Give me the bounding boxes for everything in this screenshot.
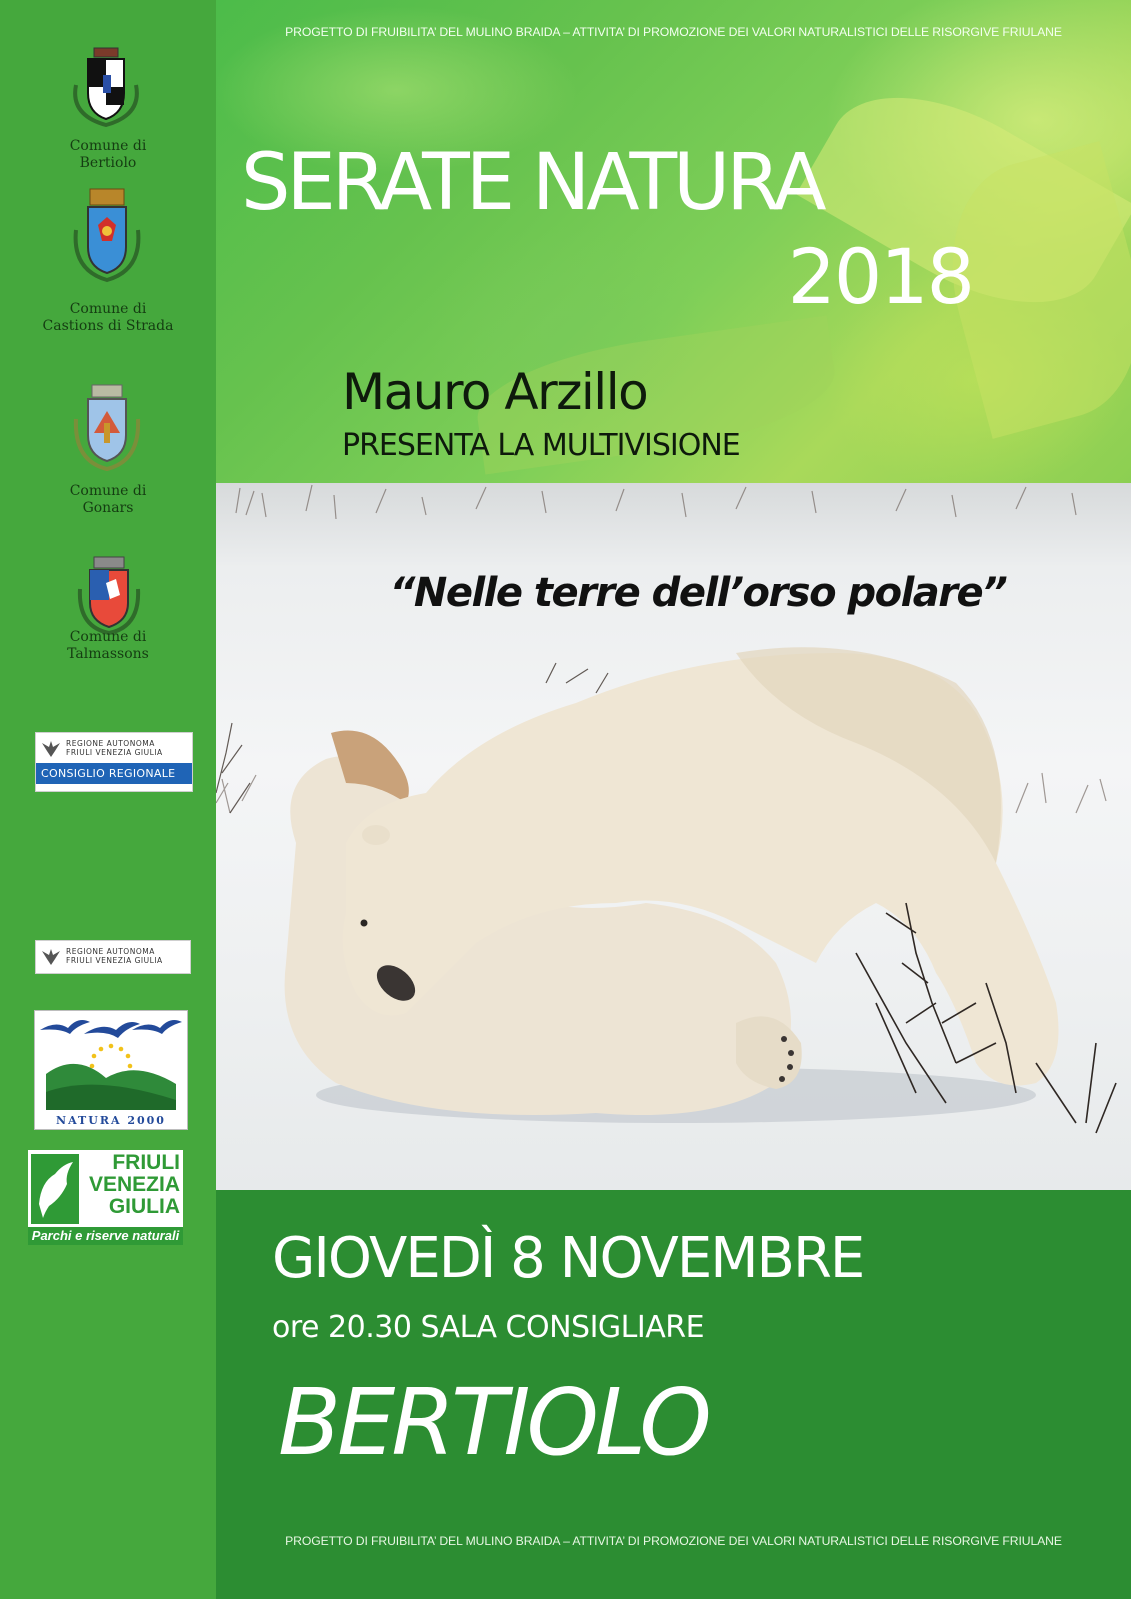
parks-line: GIULIA (108, 1195, 180, 1218)
parks-line: VENEZIA (88, 1173, 180, 1196)
caption-line: Comune di (69, 138, 147, 154)
castions-caption (0, 301, 216, 335)
natura2000-label: NATURA 2000 (56, 1114, 166, 1127)
bird-icon (31, 1154, 79, 1224)
council-band: CONSIGLIO REGIONALE (36, 763, 192, 784)
caption-line: Comune di (69, 629, 147, 645)
project-banner-bottom: PROGETTO DI FRUIBILITA’ DEL MULINO BRAIDA – ATTIVITA’ DI PROMOZIONE DEI VALORI NATURALISTICI DELLE RISORGIVE FRIULANE (285, 1534, 1062, 1548)
natura2000-emblem-icon (36, 1012, 186, 1112)
show-title: “Nelle terre dell’orso polare” (389, 570, 1007, 616)
caption-line: Bertiolo (79, 155, 137, 171)
talmassons-crest-icon (76, 555, 142, 637)
poster-main (216, 0, 1131, 1599)
eagle-icon (36, 941, 66, 971)
castions-crest-icon (70, 185, 144, 285)
region-line: REGIONE AUTONOMA (66, 947, 155, 956)
polar-bear-photo (216, 483, 1131, 1190)
caption-line: Talmassons (67, 646, 149, 662)
event-time-place: ore 20.30 SALA CONSIGLIARE (272, 1310, 705, 1345)
caption-line: Gonars (82, 500, 134, 516)
event-city: BERTIOLO (278, 1369, 708, 1476)
bertiolo-crest-icon (68, 45, 144, 127)
region-line: FRIULI VENEZIA GIULIA (66, 956, 163, 965)
project-banner-top: PROGETTO DI FRUIBILITA’ DEL MULINO BRAIDA – ATTIVITA’ DI PROMOZIONE DEI VALORI NATURALISTICI DELLE RISORGIVE FRIULANE (285, 25, 1062, 39)
gonars-caption (0, 483, 216, 517)
talmassons-caption (0, 629, 216, 663)
caption-line: Comune di (69, 301, 147, 317)
event-year: 2018 (787, 232, 973, 321)
region-logo (35, 940, 191, 974)
regional-council-logo (35, 732, 193, 792)
header-panel (216, 0, 1131, 483)
event-date: GIOVEDÌ 8 NOVEMBRE (272, 1226, 864, 1291)
caption-line: Castions di Strada (42, 318, 174, 334)
parks-subtitle: Parchi e riserve naturali (28, 1227, 183, 1245)
eagle-icon (36, 733, 66, 763)
event-title: SERATE NATURA (241, 138, 823, 228)
bertiolo-caption (0, 138, 216, 172)
sponsor-sidebar (0, 0, 216, 1599)
presenter-subtitle: PRESENTA LA MULTIVISIONE (342, 428, 740, 463)
region-line: FRIULI VENEZIA GIULIA (66, 748, 163, 757)
natura2000-logo (34, 1010, 188, 1130)
region-line: REGIONE AUTONOMA (66, 739, 155, 748)
parks-line: FRIULI (112, 1151, 180, 1174)
fvg-parks-logo (28, 1150, 183, 1245)
presenter-name: Mauro Arzillo (342, 363, 648, 421)
gonars-crest-icon (72, 383, 142, 473)
caption-line: Comune di (69, 483, 147, 499)
